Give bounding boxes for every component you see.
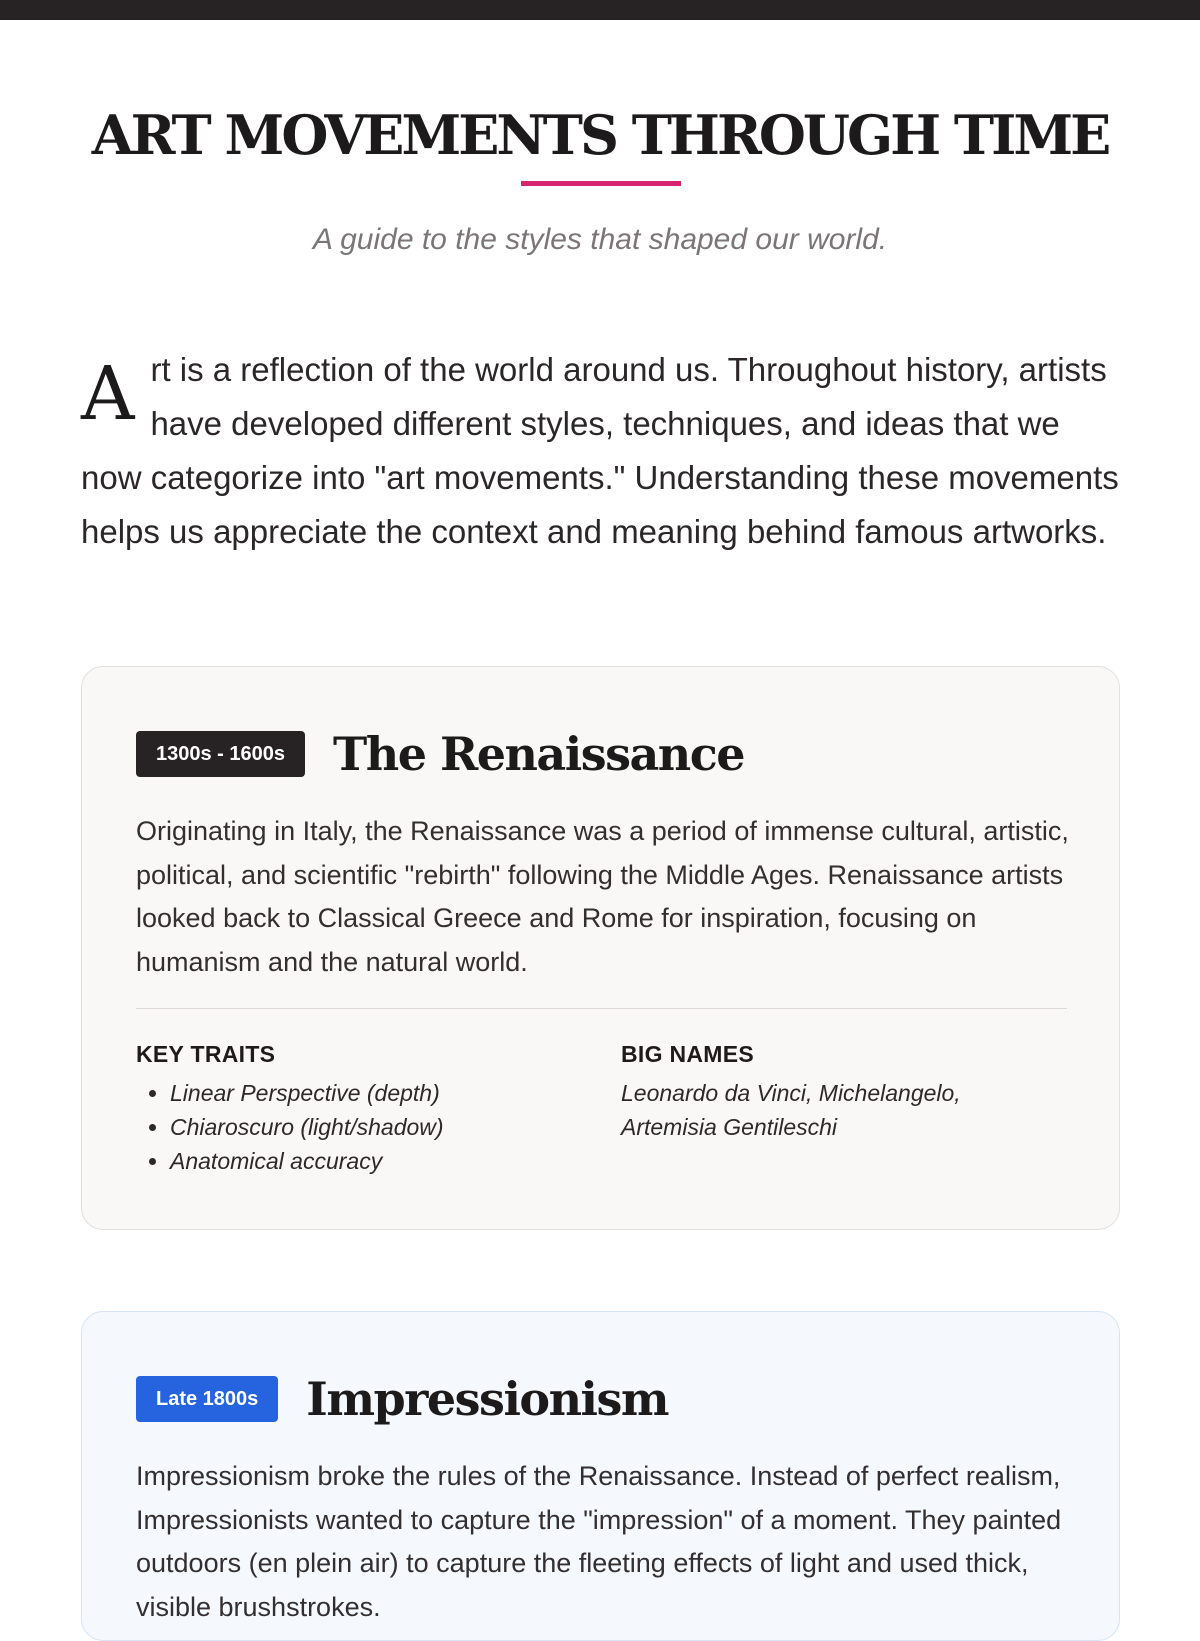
movement-description: Impressionism broke the rules of the Renaissance. Instead of perfect realism, Impressionists wanted to capture the "impression" of a moment. They painted outdoors (en plein air) to capture the fleeting effects of light and used thick, visible brushstrokes. <box>136 1461 1062 1622</box>
page-subtitle: A guide to the styles that shaped our world. <box>312 223 888 256</box>
movement-description: Originating in Italy, the Renaissance was a period of immense cultural, artistic, political, and scientific "rebirth" following the Middle Ages. Renaissance artists looked back to Classical Greece and Rome for inspiration, focusing on humanism and the natural world. <box>136 816 1069 977</box>
key-traits-column <box>136 1039 566 1178</box>
page-title: ART MOVEMENTS THROUGH TIME <box>91 103 1109 167</box>
key-traits-heading: KEY TRAITS <box>136 1041 276 1067</box>
intro-paragraph <box>81 343 1121 559</box>
intro-text: rt is a reflection of the world around us. Throughout history, artists have developed different styles, techniques, and ideas that we now categorize into "art movements." Understanding these movements helps us appreciate the context and meaning behind famous artworks. <box>81 351 1119 550</box>
movement-card-impressionism <box>81 1311 1120 1641</box>
movement-card-renaissance <box>81 666 1120 1230</box>
card-header <box>136 726 744 782</box>
movement-title: The Renaissance <box>333 727 745 781</box>
card-header <box>136 1371 668 1427</box>
card-divider <box>136 1008 1067 1009</box>
movement-title: Impressionism <box>306 1372 669 1426</box>
top-bar <box>0 0 1200 20</box>
period-badge: Late 1800s <box>136 1376 278 1422</box>
period-badge: 1300s - 1600s <box>136 731 305 777</box>
big-names-column <box>621 1039 1061 1144</box>
title-underline <box>521 181 681 186</box>
trait-item: • Chiaroscuro (light/shadow) <box>170 1110 566 1144</box>
drop-cap: A <box>81 351 135 437</box>
trait-item: • Linear Perspective (depth) <box>170 1076 566 1110</box>
big-names-heading: BIG NAMES <box>621 1041 755 1067</box>
big-names-text: Leonardo da Vinci, Michelangelo, Artemisia Gentileschi <box>621 1080 961 1140</box>
trait-item: • Anatomical accuracy <box>170 1144 566 1178</box>
key-traits-list <box>136 1076 566 1178</box>
